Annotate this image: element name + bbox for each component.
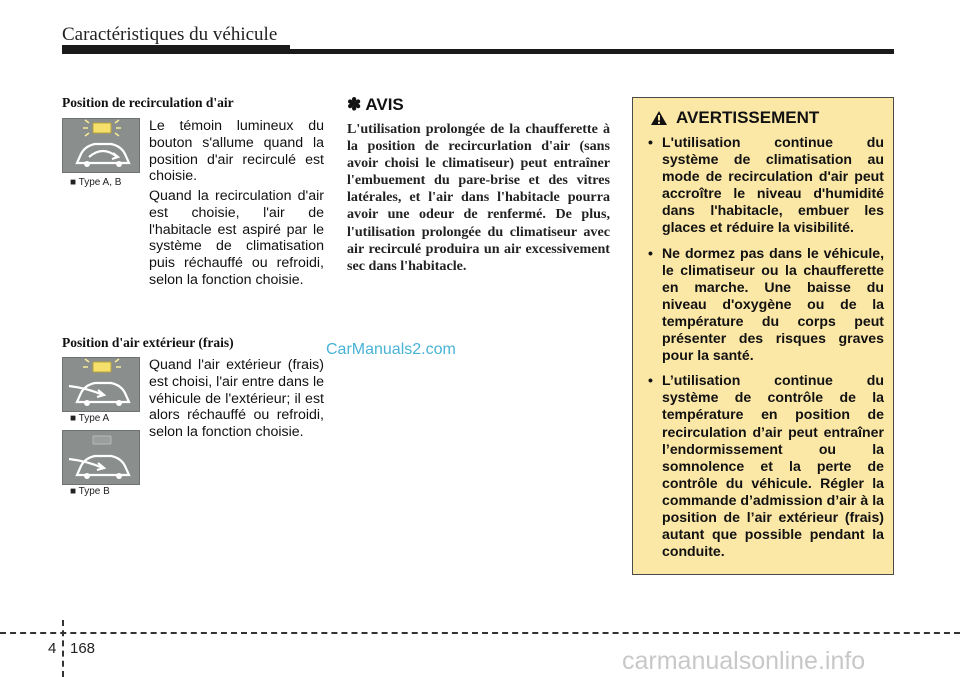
recirc-button-image (62, 118, 140, 173)
avis-section (347, 95, 610, 275)
fresh-caption-type-a: ■ Type A (70, 413, 110, 424)
warning-triangle-icon (650, 110, 668, 126)
warning-header (643, 108, 884, 128)
recirc-heading: Position de recirculation d'air (62, 95, 234, 110)
avis-body: L'utilisation prolongée de la chaufferette à la position de recircurlation d'air (sans avoir choisi le climatiseur) peut entraîner l'embuement du pare-brise et des vitres latérales, et l'air dans l'habitacle pourra avoir une odeur de renfermé. De plus, l'utilisation prolongée du climatiseur avec air recirculé produira un air excessivement sec dans l'habitacle. (347, 121, 610, 274)
footer-divider (62, 620, 64, 677)
warning-item: • L'utilisation continue du système de climatisation au mode de recirculation d'air peut accroître le niveau d'humidité dans l'habitacle, embuer les glaces et réduire la visibilité. (643, 134, 884, 237)
fresh-air-car-icon (63, 358, 141, 413)
chapter-number: 4 (48, 640, 57, 657)
recirc-paragraph-1: Le témoin lumineux du bouton s'allume quand la position d'air recirculé est choisie. (149, 118, 324, 185)
recirc-paragraph-2: Quand la recirculation d'air est choisie, l'air de l'habitacle est aspiré par le système de climatisation puis réchauffé ou refroidi, selon la fonction choisie. (149, 188, 324, 288)
page-header-title: Caractéristiques du véhicule (62, 24, 278, 45)
warning-box (632, 97, 894, 575)
fresh-paragraph: Quand l'air extérieur (frais) est choisi, l'air entre dans le véhicule de l'extérieur; il est alors réchauffé ou refroidi, selon la fonction choisie. (149, 357, 324, 441)
warning-title: AVERTISSEMENT (676, 108, 820, 127)
fresh-button-image-type-a (62, 357, 140, 412)
warning-item: • L’utilisation continue du système de contrôle de la température en position de recirculation d’air peut entraîner l’endormissement ou la somnolence et la perte de contrôle du véhicule. Régler la commande d’admission d’air à la position de l’air extérieur (frais) autant que possible pendant la conduite. (643, 372, 884, 560)
fresh-air-car-icon-b (63, 431, 141, 486)
avis-title: ✽ AVIS (347, 95, 404, 114)
fresh-button-image-type-b (62, 430, 140, 485)
watermark-text: CarManuals2.com (326, 341, 456, 358)
header-rule (62, 49, 894, 54)
fresh-heading: Position d'air extérieur (frais) (62, 335, 234, 350)
warning-item: • Ne dormez pas dans le véhicule, le climatiseur ou la chaufferette en marche. Une baisse du niveau d'oxygène ou de la température du corps peut présenter des risques graves pour la santé. (643, 245, 884, 365)
fresh-caption-type-b: ■ Type B (70, 486, 110, 497)
recirc-caption: ■ Type A, B (70, 177, 122, 188)
recirc-car-icon (63, 119, 141, 174)
footer-rule (0, 632, 960, 634)
warning-list (643, 134, 884, 560)
page-number: 168 (70, 640, 96, 657)
footer-site-watermark: carmanualsonline.info (622, 647, 866, 675)
